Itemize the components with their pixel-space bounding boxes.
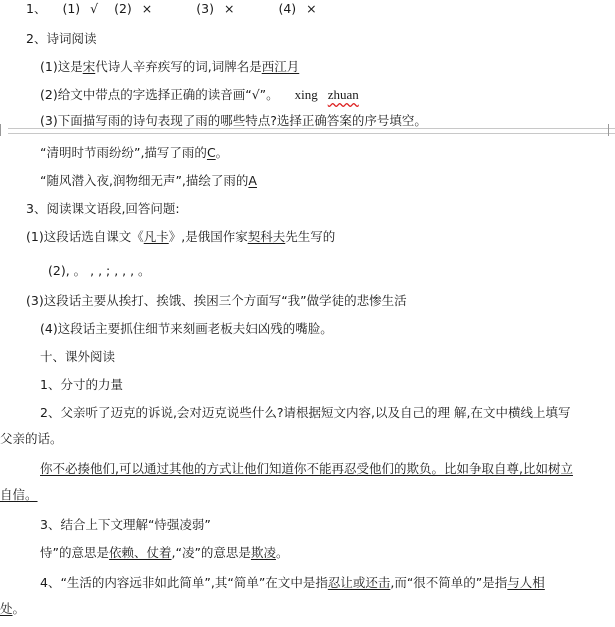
answer-rain-1: C (206, 145, 216, 160)
q3-l1-text: (1)这段话选自课文《 (26, 229, 144, 244)
q1-number: 1、 (26, 1, 47, 16)
q1-item-4-label: (4) (278, 1, 297, 16)
answer-not-simple-end: 处 (0, 601, 13, 616)
s10-q2-answer-2: 自信。 (0, 487, 38, 502)
answer-dynasty: 宋 (82, 59, 96, 74)
q2-line-2 (40, 86, 359, 104)
s10-q2-answer-1: 你不必揍他们,可以通过其他的方式让他们知道你不能再忍受他们的欺负。比如争取自尊,比如树立 (40, 461, 573, 476)
s10-q3-line-1: 3、结合上下文理解“恃强凌弱” (40, 517, 211, 532)
s10-q4-text: 4、“生活的内容远非如此简单”,其“简单”在文中是指 (40, 575, 328, 590)
s10-q3-text-mid: ,“凌”的意思是 (171, 545, 251, 560)
q2-line-4 (40, 144, 228, 162)
divider-left-tick (0, 124, 1, 136)
q1-item-1-label: (1) (62, 1, 81, 16)
q3-l1-text-end: 先生写的 (285, 229, 336, 244)
q1-item-2-mark: × (141, 1, 153, 16)
answer-not-simple: 与人相 (507, 575, 545, 590)
pinyin-1: xing (294, 87, 318, 102)
s10-q1: 1、分寸的力量 (40, 377, 123, 392)
q3-line-2: (2), 。 , , ; , , , 。 (48, 263, 151, 278)
q1-item-1-mark: √ (90, 1, 99, 16)
answer-rain-2: A (248, 173, 257, 188)
answer-ling-meaning: 欺凌 (250, 545, 276, 560)
s10-q3-text: 恃”的意思是 (40, 545, 109, 560)
answer-title: 凡卡 (143, 229, 169, 244)
answer-simple: 忍让或还击 (327, 575, 391, 590)
q1-item-2-label: (2) (114, 1, 132, 16)
s10-q3-text-end: 。 (275, 545, 289, 560)
q2-l2-text: (2)给文中带点的字选择正确的读音画“ (40, 87, 252, 102)
q3-line-1 (26, 228, 335, 246)
s10-q4-text-end: 。 (12, 601, 26, 616)
q1-answers (26, 0, 317, 18)
q2-l2-text-mid: ”。 (259, 87, 279, 102)
section-10-title: 十、课外阅读 (40, 349, 116, 364)
answer-shi-meaning: 依赖、仗着 (108, 545, 172, 560)
q3-line-4: (4)这段话主要抓住细节来刻画老板夫妇凶残的嘴脸。 (40, 321, 333, 336)
answer-author: 契科夫 (247, 229, 286, 244)
q1-item-4-mark: × (306, 1, 317, 16)
q2-line-5 (40, 172, 257, 190)
q3-title: 3、阅读课文语段,回答问题: (26, 201, 180, 216)
q2-l4-text-end: 。 (215, 145, 229, 160)
page-break-divider (8, 128, 615, 134)
s10-q4-line-2 (0, 600, 25, 618)
q2-line-3: (3)下面描写雨的诗句表现了雨的哪些特点?选择正确答案的序号填空。 (40, 113, 427, 128)
q2-l4-text: “清明时节雨纷纷”,描写了雨的 (40, 145, 207, 160)
s10-q4-text-mid: ,而“很不简单的”是指 (390, 575, 508, 590)
q2-title: 2、诗词阅读 (26, 31, 97, 46)
q2-l5-text: “随风潜入夜,润物细无声”,描绘了雨的 (40, 173, 249, 188)
check-mark: √ (251, 87, 260, 102)
answer-cipai: 西江月 (261, 59, 300, 74)
s10-q3-line-2 (40, 544, 288, 562)
q1-item-3-mark: × (223, 1, 235, 16)
s10-q4-line-1 (40, 574, 545, 592)
s10-q2-line-2: 父亲的话。 (0, 431, 63, 446)
q3-line-3: (3)这段话主要从挨打、挨饿、挨困三个方面写“我”做学徒的悲惨生活 (26, 293, 407, 308)
q3-l1-text-mid: 》,是俄国作家 (168, 229, 248, 244)
s10-q2-line-1: 2、父亲听了迈克的诉说,会对迈克说些什么?请根据短文内容,以及自己的理 解,在文中横线上填写 (40, 405, 571, 420)
q2-l1-text: (1)这是 (40, 59, 83, 74)
q1-item-3-label: (3) (196, 1, 214, 16)
q2-l1-text-mid: 代诗人辛弃疾写的词,词牌名是 (95, 59, 262, 74)
divider-right-tick (608, 124, 609, 136)
q2-line-1 (40, 58, 299, 76)
pinyin-2: zhuan (327, 87, 359, 102)
